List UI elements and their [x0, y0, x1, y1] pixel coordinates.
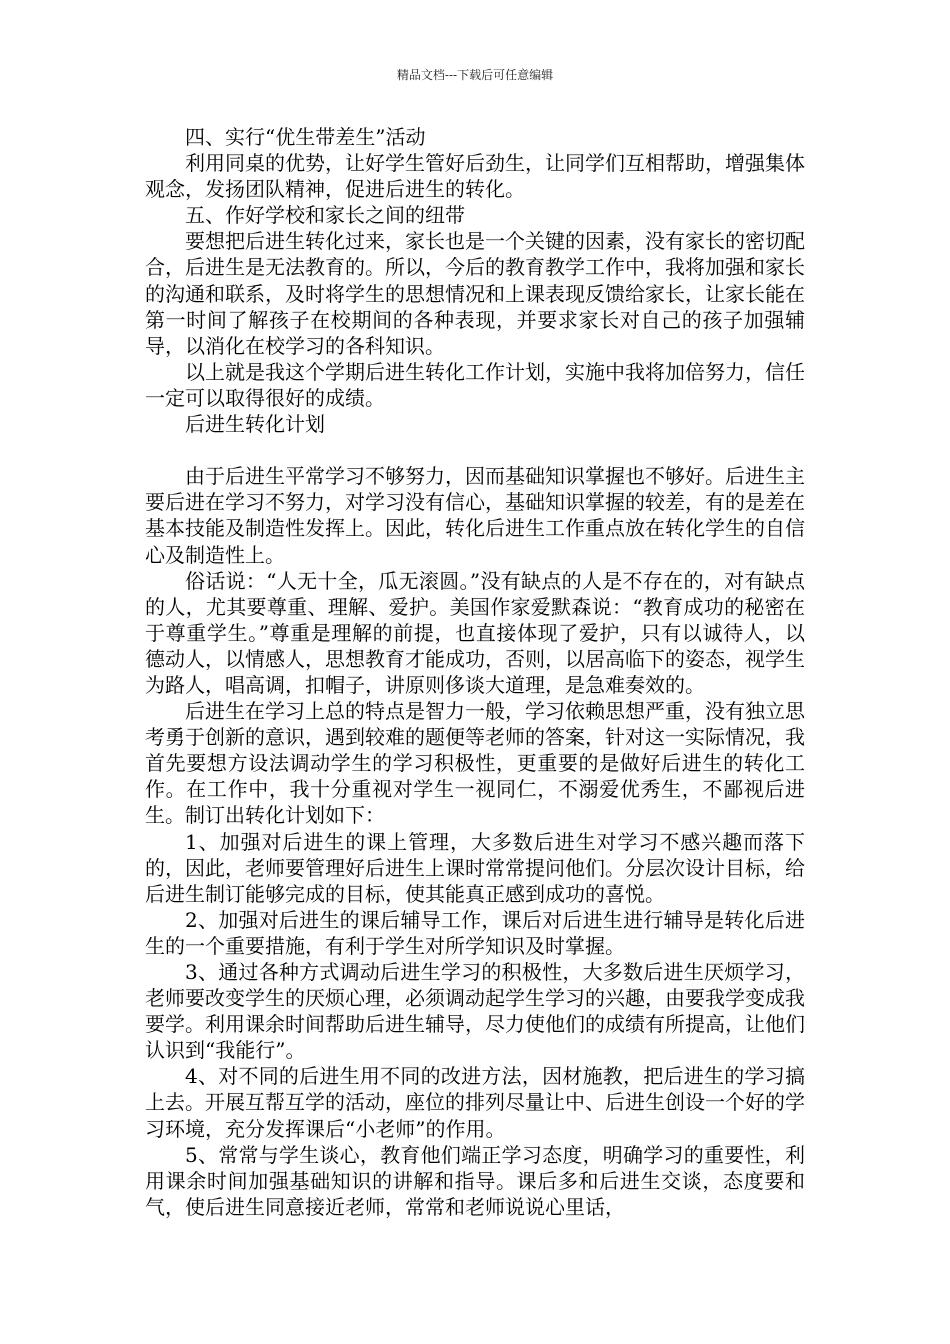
list-item: 4、对不同的后进生用不同的改进方法，因材施教，把后进生的学习搞上去。开展互帮互学的活动，座位的排列尽量让中、后进生创设一个好的学习环境，充分发挥课后“小老师”的作用。 [145, 1064, 805, 1141]
paragraph: 由于后进生平常学习不够努力，因而基础知识掌握也不够好。后进生主要后进在学习不努力，对学习没有信心，基础知识掌握的较差，有的是差在基本技能及制造性发挥上。因此，转化后进生工作重点放在转化学生的自信心及制造性上。 [145, 464, 805, 567]
page-header: 精品文档---下载后可任意编辑 [396, 68, 554, 82]
document-body [145, 124, 805, 1220]
heading-four: 四、实行“优生带差生”活动 [185, 125, 426, 149]
section-title: 后进生转化计划 [185, 412, 325, 437]
list-item: 3、通过各种方式调动后进生学习的积极性，大多数后进生厌烦学习，老师要改变学生的厌烦心理，必须调动起学生学习的兴趣，由要我学变成我要学。利用课余时间帮助后进生辅导，尽力使他们的成绩有所提高，让他们认识到“我能行”。 [145, 960, 805, 1063]
list-item: 2、加强对后进生的课后辅导工作，课后对后进生进行辅导是转化后进生的一个重要措施，有利于学生对所学知识及时掌握。 [145, 907, 805, 958]
paragraph: 利用同桌的优势，让好学生管好后劲生，让同学们互相帮助，增强集体观念，发扬团队精神，促进后进生的转化。 [145, 151, 805, 202]
paragraph: 后进生在学习上总的特点是智力一般，学习依赖思想严重，没有独立思考勇于创新的意识，遇到较难的题便等老师的答案，针对这一实际情况，我首先要想方设法调动学生的学习积极性，更重要的是做好后进生的转化工作。在工作中，我十分重视对学生一视同仁，不溺爱优秀生，不鄙视后进生。制订出转化计划如下： [145, 699, 805, 828]
paragraph: 以上就是我这个学期后进生转化工作计划，实施中我将加倍努力，信任一定可以取得很好的成绩。 [145, 359, 805, 410]
list-item: 5、常常与学生谈心，教育他们端正学习态度，明确学习的重要性，利用课余时间加强基础知识的讲解和指导。课后多和后进生交谈，态度要和气，使后进生同意接近老师，常常和老师说说心里话， [145, 1142, 805, 1219]
blank-line [145, 437, 805, 463]
heading-five: 五、作好学校和家长之间的纽带 [185, 203, 465, 228]
paragraph: 要想把后进生转化过来，家长也是一个关键的因素，没有家长的密切配合，后进生是无法教育的。所以，今后的教育教学工作中，我将加强和家长的沟通和联系，及时将学生的思想情况和上课表现反馈给家长，让家长能在第一时间了解孩子在校期间的各种表现，并要求家长对自己的孩子加强辅导，以消化在校学习的各科知识。 [145, 229, 805, 358]
list-item: 1、加强对后进生的课上管理，大多数后进生对学习不感兴趣而落下的，因此，老师要管理好后进生上课时常常提问他们。分层次设计目标，给后进生制订能够完成的目标，使其能真正感到成功的喜悦。 [145, 829, 805, 906]
paragraph: 俗话说：“人无十全，瓜无滚圆。”没有缺点的人是不存在的，对有缺点的人，尤其要尊重、理解、爱护。美国作家爱默森说：“教育成功的秘密在于尊重学生。”尊重是理解的前提，也直接体现了爱护，只有以诚待人，以德动人，以情感人，思想教育才能成功，否则，以居高临下的姿态，视学生为路人，唱高调，扣帽子，讲原则侈谈大道理，是急难奏效的。 [145, 568, 805, 697]
